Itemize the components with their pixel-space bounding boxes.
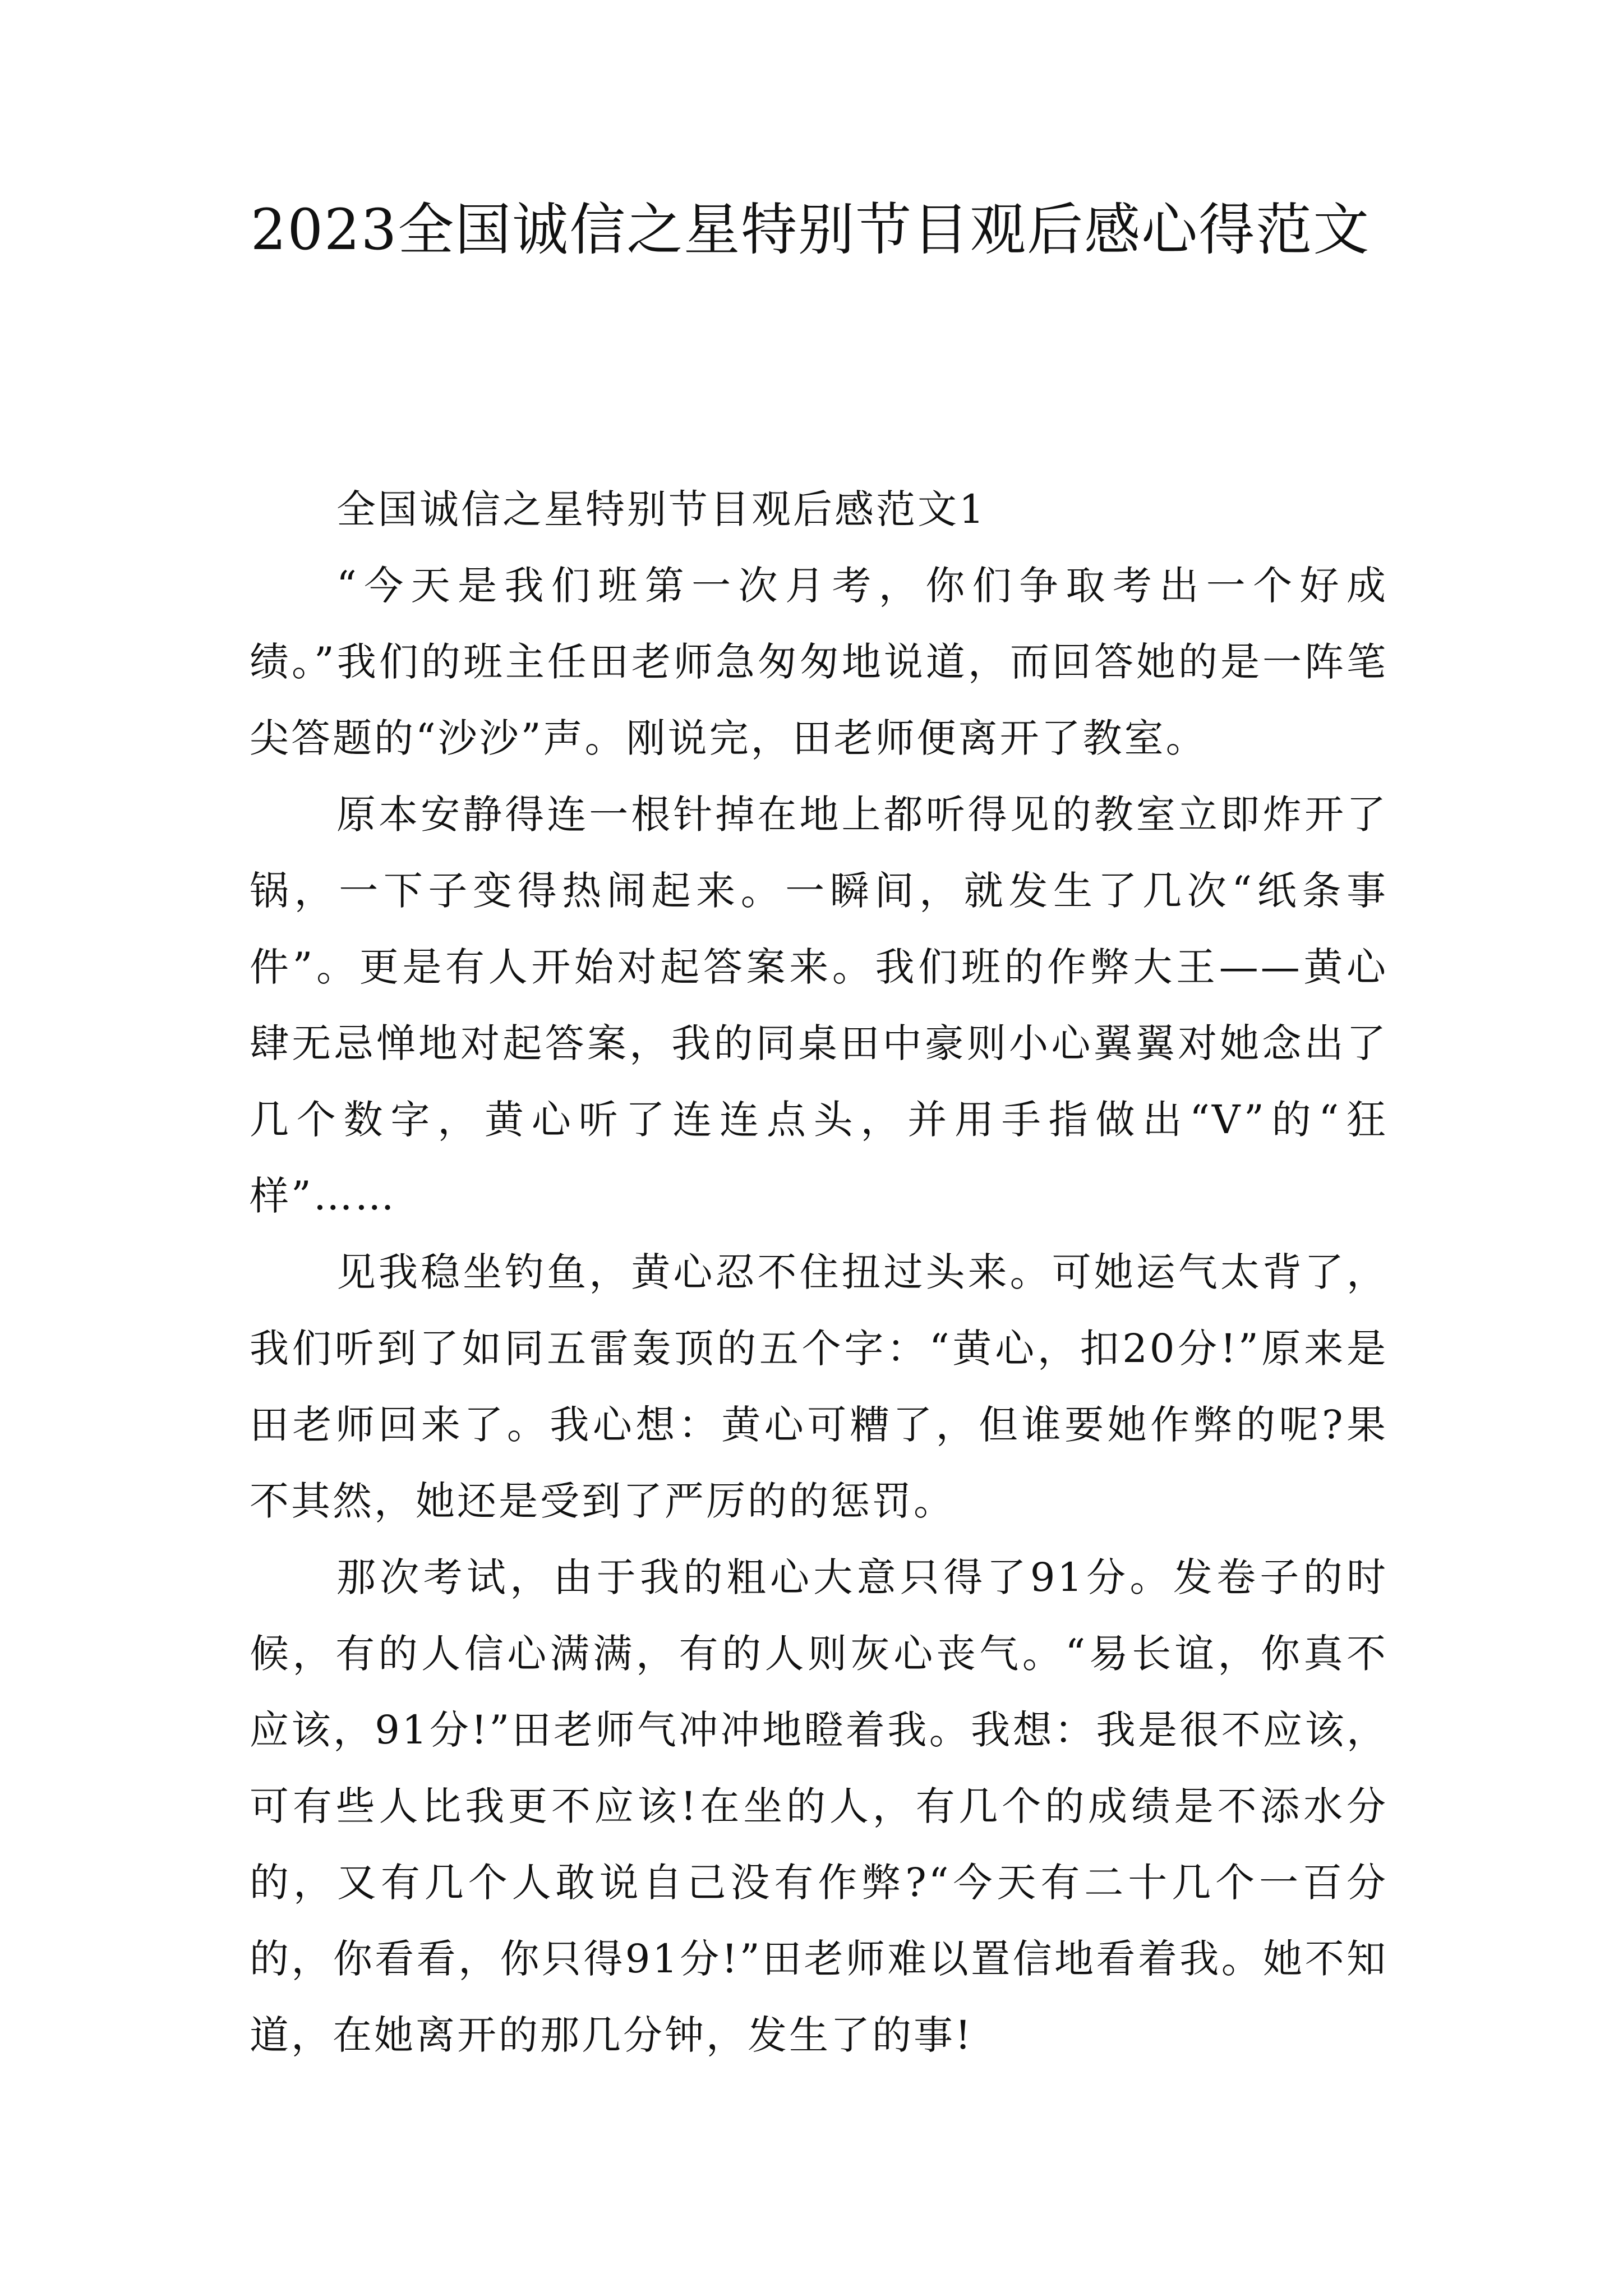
section-heading: 全国诚信之星特别节目观后感范文1 [336,486,986,532]
paragraph: 那次考试，由于我的粗心大意只得了91分。发卷子的时候，有的人信心满满，有的人则灰心丧气。“易长谊，你真不应该，91分!”田老师气冲冲地瞪着我。我想：我是很不应该，可有些人比我更不应该!在坐的人，有几个的成绩是不添水分的，又有几个人敢说自己没有作弊?“今天有二十几个一百分的，你看看，你只得91分!”田老师难以置信地看着我。她不知道，在她离开的那几分钟，发生了的事! [250,1554,1388,2058]
document-title: 2023全国诚信之星特别节目观后感心得范文 [250,197,1371,263]
paragraph: “今天是我们班第一次月考，你们争取考出一个好成绩。”我们的班主任田老师急匆匆地说道，而回答她的是一阵笔尖答题的“沙沙”声。刚说完，田老师便离开了教室。 [250,563,1388,761]
paragraph: 见我稳坐钓鱼，黄心忍不住扭过头来。可她运气太背了，我们听到了如同五雷轰顶的五个字：“黄心，扣20分!”原来是田老师回来了。我心想：黄心可糟了，但谁要她作弊的呢?果不其然，她还是受到了严厉的的惩罚。 [250,1249,1388,1524]
document-body [250,471,1388,2073]
paragraph: 原本安静得连一根针掉在地上都听得见的教室立即炸开了锅，一下子变得热闹起来。一瞬间，就发生了几次“纸条事件”。更是有人开始对起答案来。我们班的作弊大王——黄心肆无忌惮地对起答案，我的同桌田中豪则小心翼翼对她念出了几个数字，黄心听了连连点头，并用手指做出“V”的“狂样”…… [250,792,1388,1219]
